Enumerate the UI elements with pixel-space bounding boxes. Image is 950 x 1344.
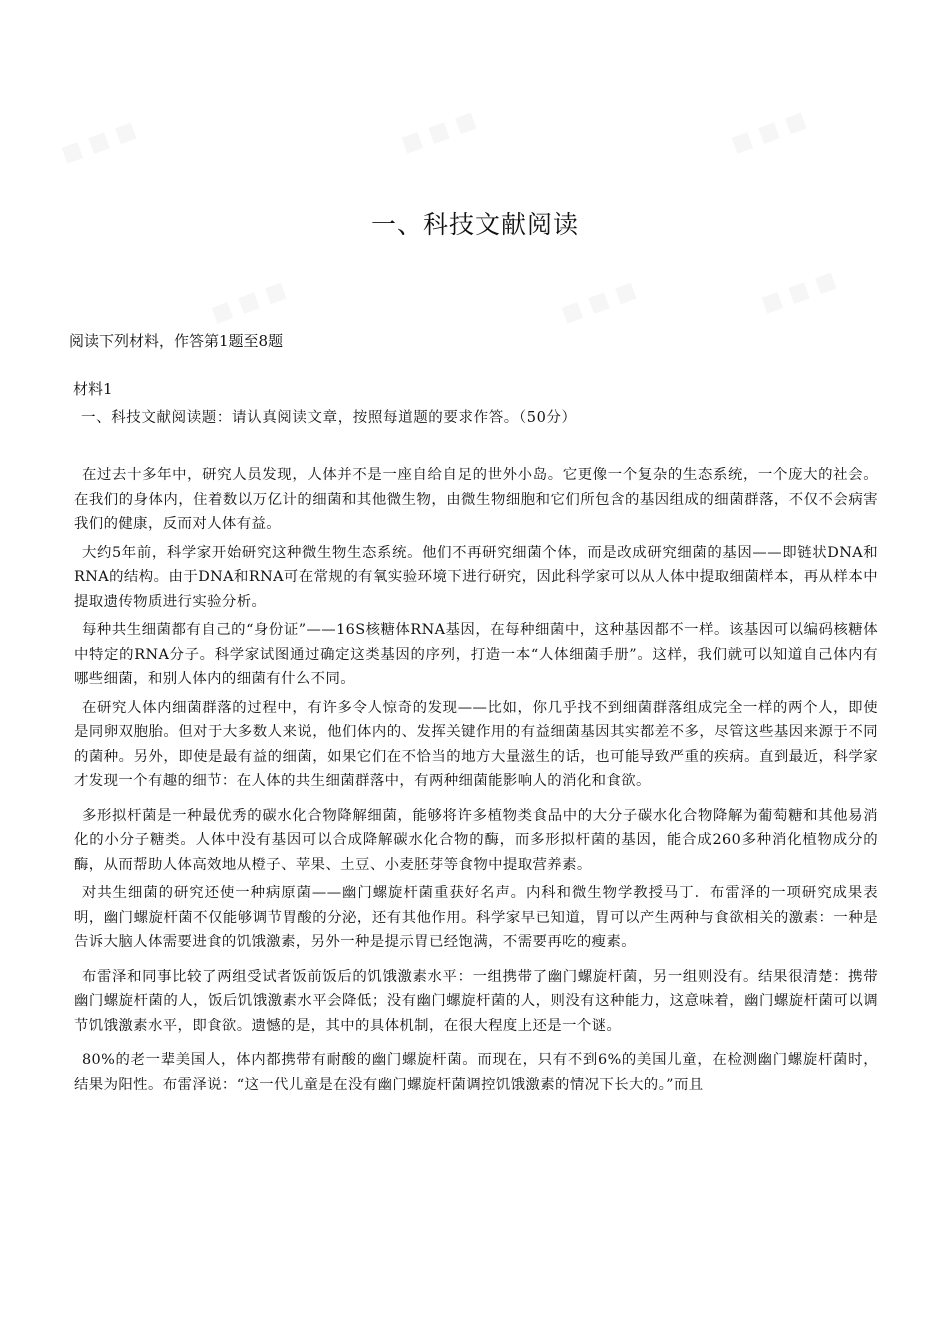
watermark <box>728 107 810 157</box>
section-heading: 一、科技文献阅读题：请认真阅读文章，按照每道题的要求作答。（50分） <box>81 410 577 426</box>
paragraph: 在研究人体内细菌群落的过程中，有许多令人惊奇的发现——比如，你几乎找不到细菌群落组成完全一样的两个人，即使是同卵双胞胎。但对于大多数人来说，他们体内的、发挥关键作用的有益细菌基因其实都差不多，尽管这些基因来源于不同的菌种。另外，即使是最有益的细菌，如果它们在不恰当的地方大量滋生的话，也可能导致严重的疾病。直到最近，科学家才发现一个有趣的细节：在人体的共生细菌群落中，有两种细菌能影响人的消化和食欲。 <box>74 699 878 789</box>
article-body <box>74 463 878 1101</box>
watermark <box>208 277 290 327</box>
watermark <box>558 277 640 327</box>
page-title: 一、科技文献阅读 <box>370 210 579 239</box>
paragraph: 80%的老一辈美国人，体内都携带有耐酸的幽门螺旋杆菌。而现在，只有不到6%的美国儿童，在检测幽门螺旋杆菌时，结果为阳性。布雷泽说：“这一代儿童是在没有幽门螺旋杆菌调控饥饿激素的情况下长大的。”而且 <box>74 1052 878 1093</box>
watermark <box>58 117 140 167</box>
paragraph: 多形拟杆菌是一种最优秀的碳水化合物降解细菌，能够将许多植物类食品中的大分子碳水化合物降解为葡萄糖和其他易消化的小分子糖类。人体中没有基因可以合成降解碳水化合物的酶，而多形拟杆菌的基因，能合成260多种消化植物成分的酶，从而帮助人体高效地从橙子、苹果、土豆、小麦胚芽等食物中提取营养素。 <box>74 807 878 873</box>
paragraph: 布雷泽和同事比较了两组受试者饭前饭后的饥饿激素水平：一组携带了幽门螺旋杆菌，另一组则没有。结果很清楚：携带幽门螺旋杆菌的人，饭后饥饿激素水平会降低；没有幽门螺旋杆菌的人，则没有这种能力，这意味着，幽门螺旋杆菌可以调节饥饿激素水平，即食欲。遗憾的是，其中的具体机制，在很大程度上还是一个谜。 <box>74 968 878 1034</box>
material-label: 材料1 <box>73 380 113 398</box>
reading-instruction: 阅读下列材料，作答第1题至8题 <box>69 332 284 350</box>
paragraph: 对共生细菌的研究还使一种病原菌——幽门螺旋杆菌重获好名声。内科和微生物学教授马丁．布雷泽的一项研究成果表明，幽门螺旋杆菌不仅能够调节胃酸的分泌，还有其他作用。科学家早已知道，胃可以产生两种与食欲相关的激素：一种是告诉大脑人体需要进食的饥饿激素，另外一种是提示胃已经饱满，不需要再吃的瘦素。 <box>74 885 878 950</box>
paragraph: 每种共生细菌都有自己的“身份证”——16S核糖体RNA基因，在每种细菌中，这种基因都不一样。该基因可以编码核糖体中特定的RNA分子。科学家试图通过确定这类基因的序列，打造一本“人体细菌手册”。这样，我们就可以知道自己体内有哪些细菌，和别人体内的细菌有什么不同。 <box>74 622 878 687</box>
watermark <box>398 107 480 157</box>
paragraph: 大约5年前，科学家开始研究这种微生物生态系统。他们不再研究细菌个体，而是改成研究细菌的基因——即链状DNA和RNA的结构。由于DNA和RNA可在常规的有氧实验环境下进行研究，因此科学家可以从人体中提取细菌样本，再从样本中提取遗传物质进行实验分析。 <box>74 544 878 610</box>
paragraph: 在过去十多年中，研究人员发现，人体并不是一座自给自足的世外小岛。它更像一个复杂的生态系统，一个庞大的社会。在我们的身体内，住着数以万亿计的细菌和其他微生物，由微生物细胞和它们所包含的基因组成的细菌群落，不仅不会病害我们的健康，反而对人体有益。 <box>74 467 878 532</box>
watermark <box>758 267 840 317</box>
